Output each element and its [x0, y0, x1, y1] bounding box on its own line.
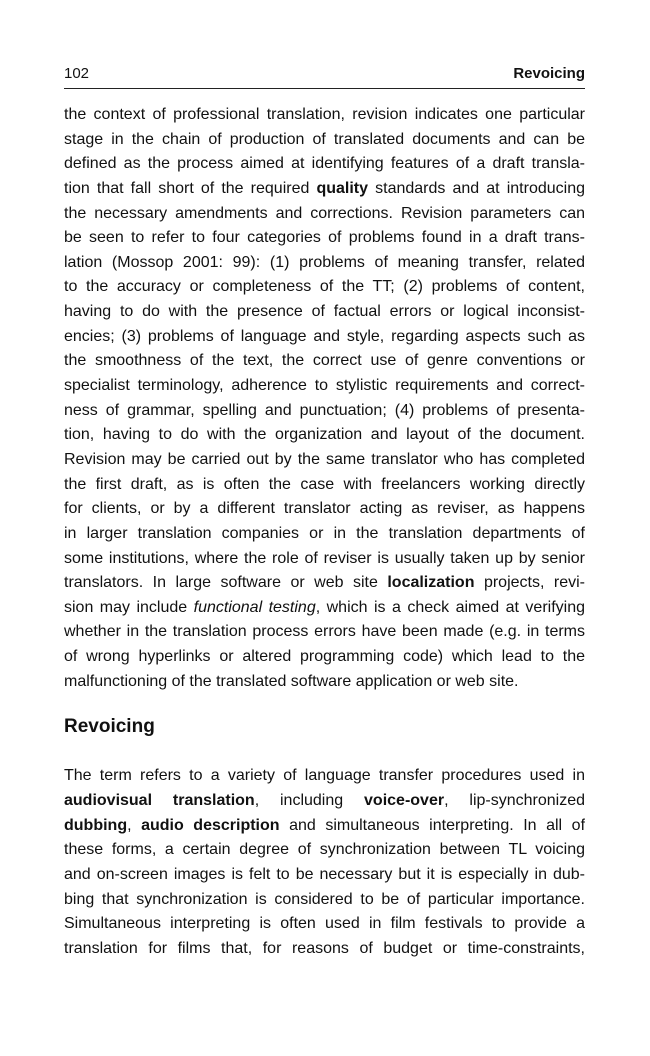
text-run: sion may include — [64, 598, 194, 616]
text-run: , — [127, 816, 142, 834]
page-header — [64, 62, 585, 89]
text-run: the context of professional translation, revision indicates one particular — [64, 106, 585, 123]
text-run: , including — [254, 792, 365, 810]
text-run: some institutions, where the role of reviser is usually taken up by senior — [64, 549, 585, 567]
text-run: whether in the translation process errors have been made (e.g. in terms — [64, 623, 585, 641]
text-line — [64, 571, 585, 596]
text-run: the smoothness of the text, the correct use of genre conventions or — [64, 352, 585, 370]
running-head: Revoicing — [513, 65, 585, 82]
text-line — [64, 596, 585, 621]
text-run: to the accuracy or completeness of the TT; (2) problems of content, — [64, 278, 585, 296]
text-line — [64, 620, 585, 645]
text-run: malfunctioning of the translated software application or web site. — [64, 672, 519, 690]
text-run: of wrong hyperlinks or altered programming code) which lead to the — [64, 648, 585, 666]
text-line — [64, 863, 585, 888]
text-run: and simultaneous interpreting. In all of — [279, 816, 585, 834]
text-run: the first draft, as is often the case with freelancers working directly — [64, 475, 585, 493]
text-run: Simultaneous interpreting is often used in film festivals to provide a — [64, 915, 585, 933]
text-run: having to do with the presence of factual errors or logical inconsist- — [64, 303, 585, 321]
text-run: be seen to refer to four categories of problems found in a draft trans- — [64, 229, 585, 247]
bold-term: dubbing — [64, 816, 128, 834]
text-line — [64, 473, 585, 498]
text-run: , lip-synchronized — [444, 792, 585, 810]
text-line — [64, 547, 585, 572]
text-line — [64, 888, 585, 913]
text-run: Revision may be carried out by the same translator who has completed — [64, 450, 585, 468]
text-run: , which is a check aimed at verifying — [315, 598, 585, 616]
text-run: stage in the chain of production of translated documents and can be — [64, 130, 585, 148]
text-line — [64, 670, 585, 695]
text-line — [64, 251, 585, 276]
bold-term: audiovisual translation — [64, 792, 255, 810]
text-run: tion, having to do with the organization and layout of the document. — [64, 426, 585, 444]
text-line — [64, 399, 585, 424]
bold-term: quality — [316, 179, 369, 197]
text-line — [64, 325, 585, 350]
page-number: 102 — [64, 65, 90, 82]
text-line — [64, 128, 585, 153]
italic-term: functional testing — [193, 598, 316, 616]
text-line — [64, 764, 585, 789]
text-line — [64, 374, 585, 399]
text-line — [64, 912, 585, 937]
text-line — [64, 202, 585, 227]
text-run: bing that synchronization is considered to be of particular importance. — [64, 890, 585, 908]
text-line — [64, 423, 585, 448]
text-run: lation (Mossop 2001: 99): (1) problems of meaning transfer, related — [64, 253, 585, 271]
bold-term: audio description — [141, 816, 280, 834]
text-run: specialist terminology, adherence to stylistic requirements and correct- — [64, 377, 585, 395]
text-line — [64, 522, 585, 547]
text-line — [64, 789, 585, 814]
text-line — [64, 497, 585, 522]
text-run: standards and at introducing — [368, 179, 585, 197]
text-run: these forms, a certain degree of synchronization between TL voicing — [64, 841, 585, 859]
text-line — [64, 814, 585, 839]
text-run: encies; (3) problems of language and style, regarding aspects such as — [64, 327, 585, 345]
text-line — [64, 177, 585, 202]
text-run: in larger translation companies or in the translation departments of — [64, 524, 585, 542]
text-run: defined as the process aimed at identifying features of a draft transla- — [64, 155, 585, 173]
text-line — [64, 152, 585, 177]
bold-term: localization — [387, 574, 475, 592]
page-body — [64, 103, 585, 962]
text-line — [64, 275, 585, 300]
paragraph-revision — [64, 103, 585, 694]
text-line — [64, 645, 585, 670]
text-line — [64, 838, 585, 863]
text-line — [64, 448, 585, 473]
text-run: translators. In large software or web site — [64, 574, 388, 592]
text-run: The term refers to a variety of language transfer procedures used in — [64, 767, 585, 785]
text-run: translation for films that, for reasons of budget or time-constraints, — [64, 939, 585, 957]
text-run: ness of grammar, spelling and punctuation; (4) problems of presenta- — [64, 401, 585, 419]
bold-term: voice-over — [364, 792, 445, 810]
text-run: the necessary amendments and corrections. Revision parameters can — [64, 204, 585, 222]
text-line — [64, 226, 585, 251]
text-line — [64, 937, 585, 962]
paragraph-revoicing — [64, 764, 585, 961]
text-run: projects, revi- — [474, 574, 585, 592]
text-run: tion that fall short of the required — [64, 179, 317, 197]
section-heading: Revoicing — [64, 716, 155, 738]
text-run: for clients, or by a different translator acting as reviser, as happens — [64, 500, 585, 518]
text-line — [64, 300, 585, 325]
text-run: and on-screen images is felt to be necessary but it is especially in dub- — [64, 865, 585, 883]
text-line — [64, 349, 585, 374]
text-line — [64, 103, 585, 128]
